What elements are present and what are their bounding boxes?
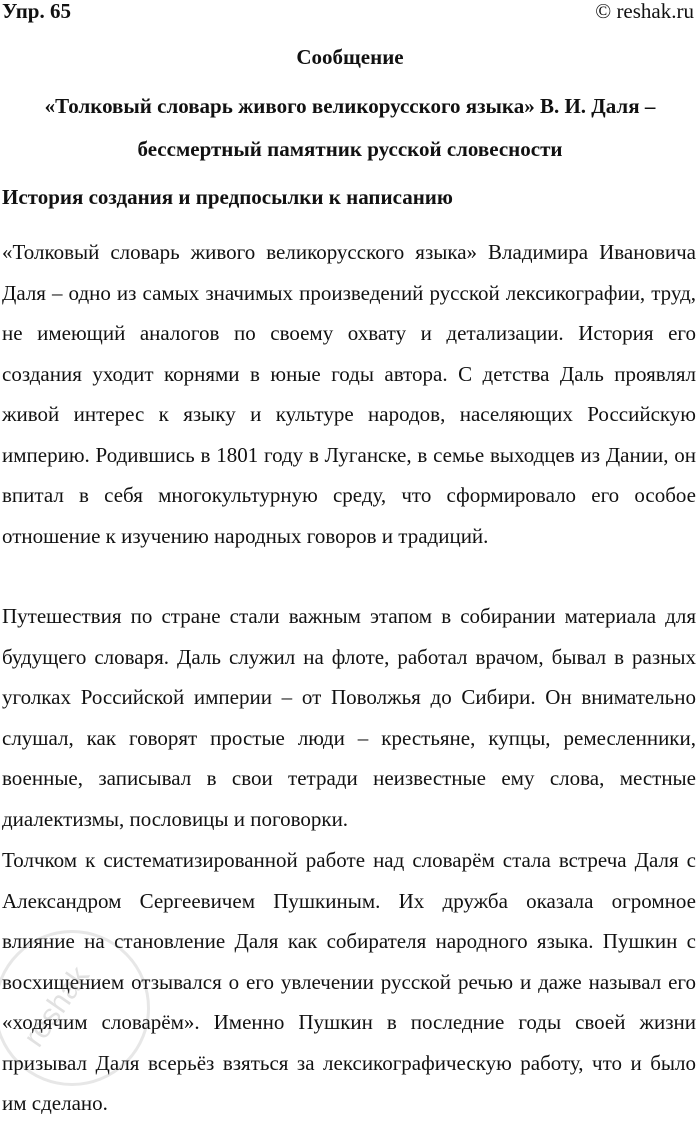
paragraph-1: «Толковый словарь живого великорусского языка» Владимира Ивановича Даля – одно из самых значимых произведений русской лексикографии, труд, не имеющий аналогов по своему охвату и детализации. История его создания уходит корнями в юные годы автора. С детства Даль проявлял живой интерес к языку и культуре народов, населяющих Российскую империю. Родившись в 1801 году в Луганске, в семье выходцев из Дании, он впитал в себя многокультурную среду, что сформировало его особое отношение к изучению народных говоров и традиций. <box>2 240 696 548</box>
paragraph-2: Путешествия по стране стали важным этапом в собирании материала для будущего словаря. Даль служил на флоте, работал врачом, бывал в разных уголках Российской империи – от Поволжья до Сибири. Он внимательно слушал, как говорят простые люди – крестьяне, купцы, ремесленники, военные, записывал в свои тетради неизвестные ему слова, местные диалектизмы, пословицы и поговорки. <box>2 604 696 831</box>
document-title-line-2: бессмертный памятник русской словесности <box>137 137 563 161</box>
document-type-label: Сообщение <box>296 45 404 69</box>
paragraph-3: Толчком к систематизированной работе над словарём стала встреча Даля с Александром Сергеевичем Пушкиным. Их дружба оказала огромное влияние на становление Даля как собирателя народного языка. Пушкин с восхищением отзывался о его увлечении русской речью и даже называл его «ходячим словарём». Именно Пушкин в последние годы своей жизни призывал Даля всерьёз взяться за лексикографическую работу, что и было им сделано. <box>2 848 696 1115</box>
copyright-notice: © reshak.ru <box>595 0 694 23</box>
section-title: История создания и предпосылки к написанию <box>2 185 453 209</box>
watermark-logo-icon: reshak <box>17 960 96 1054</box>
document-title-line-1: «Толковый словарь живого великорусского языка» В. И. Даля – <box>44 94 656 118</box>
page-header <box>2 0 694 26</box>
exercise-number: Упр. 65 <box>2 0 71 23</box>
